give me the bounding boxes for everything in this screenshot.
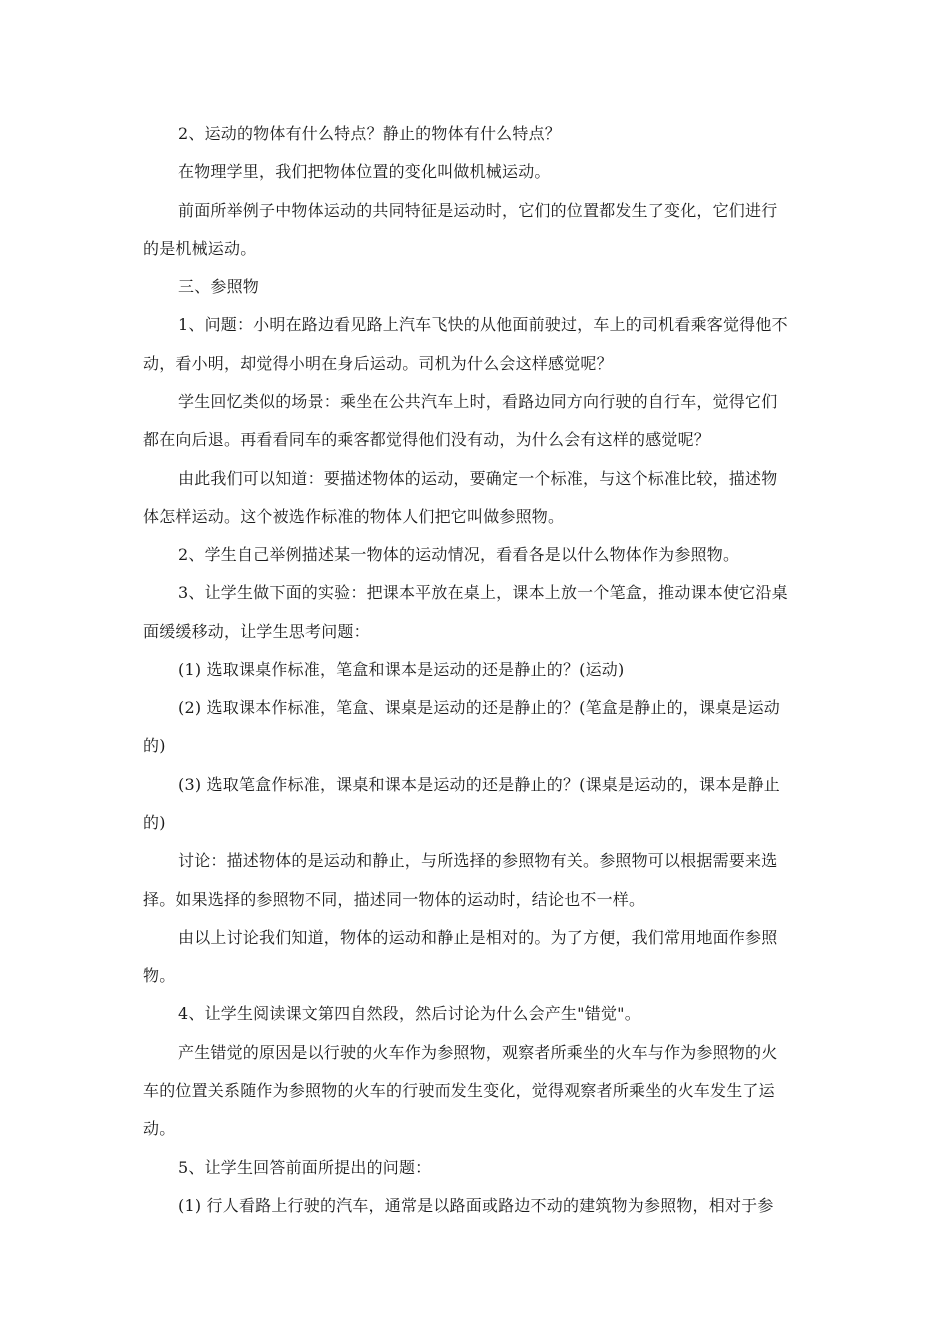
paragraph-line: 3、让学生做下面的实验：把课本平放在桌上，课本上放一个笔盒，推动课本使它沿桌	[178, 583, 788, 602]
paragraph-line: 1、问题：小明在路边看见路上汽车飞快的从他面前驶过，车上的司机看乘客觉得他不	[178, 315, 788, 334]
paragraph-line: 动，看小明，却觉得小明在身后运动。司机为什么会这样感觉呢？	[143, 354, 613, 373]
paragraph-line: 2、学生自己举例描述某一物体的运动情况，看看各是以什么物体作为参照物。	[178, 545, 740, 564]
list-item-line: 的)	[143, 736, 166, 755]
list-item-line: (1) 行人看路上行驶的汽车，通常是以路面或路边不动的建筑物为参照物，相对于参	[178, 1196, 774, 1215]
paragraph-line: 4、让学生阅读课文第四自然段，然后讨论为什么会产生"错觉"。	[178, 1004, 641, 1023]
paragraph-line: 择。如果选择的参照物不同，描述同一物体的运动时，结论也不一样。	[143, 890, 646, 909]
paragraph-line: 由以上讨论我们知道，物体的运动和静止是相对的。为了方便，我们常用地面作参照	[178, 928, 778, 947]
paragraph-line: 前面所举例子中物体运动的共同特征是运动时，它们的位置都发生了变化，它们进行	[178, 201, 778, 220]
paragraph-line: 2、运动的物体有什么特点？静止的物体有什么特点？	[178, 124, 561, 143]
paragraph-line: 5、让学生回答前面所提出的问题：	[178, 1158, 432, 1177]
paragraph-line: 物。	[143, 966, 176, 985]
paragraph-line: 体怎样运动。这个被选作标准的物体人们把它叫做参照物。	[143, 507, 565, 526]
list-item-line: 的)	[143, 813, 166, 832]
list-item-line: (3) 选取笔盒作标准，课桌和课本是运动的还是静止的？(课桌是运动的，课本是静止	[178, 775, 780, 794]
paragraph-line: 面缓缓移动，让学生思考问题：	[143, 622, 370, 641]
paragraph-line: 讨论：描述物体的是运动和静止，与所选择的参照物有关。参照物可以根据需要来选	[178, 851, 778, 870]
paragraph-line: 车的位置关系随作为参照物的火车的行驶而发生变化，觉得观察者所乘坐的火车发生了运	[143, 1081, 775, 1100]
paragraph-line: 动。	[143, 1119, 176, 1138]
paragraph-line: 在物理学里，我们把物体位置的变化叫做机械运动。	[178, 162, 551, 181]
paragraph-line: 由此我们可以知道：要描述物体的运动，要确定一个标准，与这个标准比较，描述物	[178, 469, 778, 488]
list-item-line: (1) 选取课桌作标准，笔盒和课本是运动的还是静止的？(运动)	[178, 660, 625, 679]
paragraph-line: 学生回忆类似的场景：乘坐在公共汽车上时，看路边同方向行驶的自行车，觉得它们	[178, 392, 778, 411]
list-item-line: (2) 选取课本作标准，笔盒、课桌是运动的还是静止的？(笔盒是静止的，课桌是运动	[178, 698, 780, 717]
section-heading: 三、参照物	[178, 277, 260, 296]
paragraph-line: 的是机械运动。	[143, 239, 257, 258]
paragraph-line: 产生错觉的原因是以行驶的火车作为参照物，观察者所乘坐的火车与作为参照物的火	[178, 1043, 778, 1062]
paragraph-line: 都在向后退。再看看同车的乘客都觉得他们没有动，为什么会有这样的感觉呢？	[143, 430, 711, 449]
